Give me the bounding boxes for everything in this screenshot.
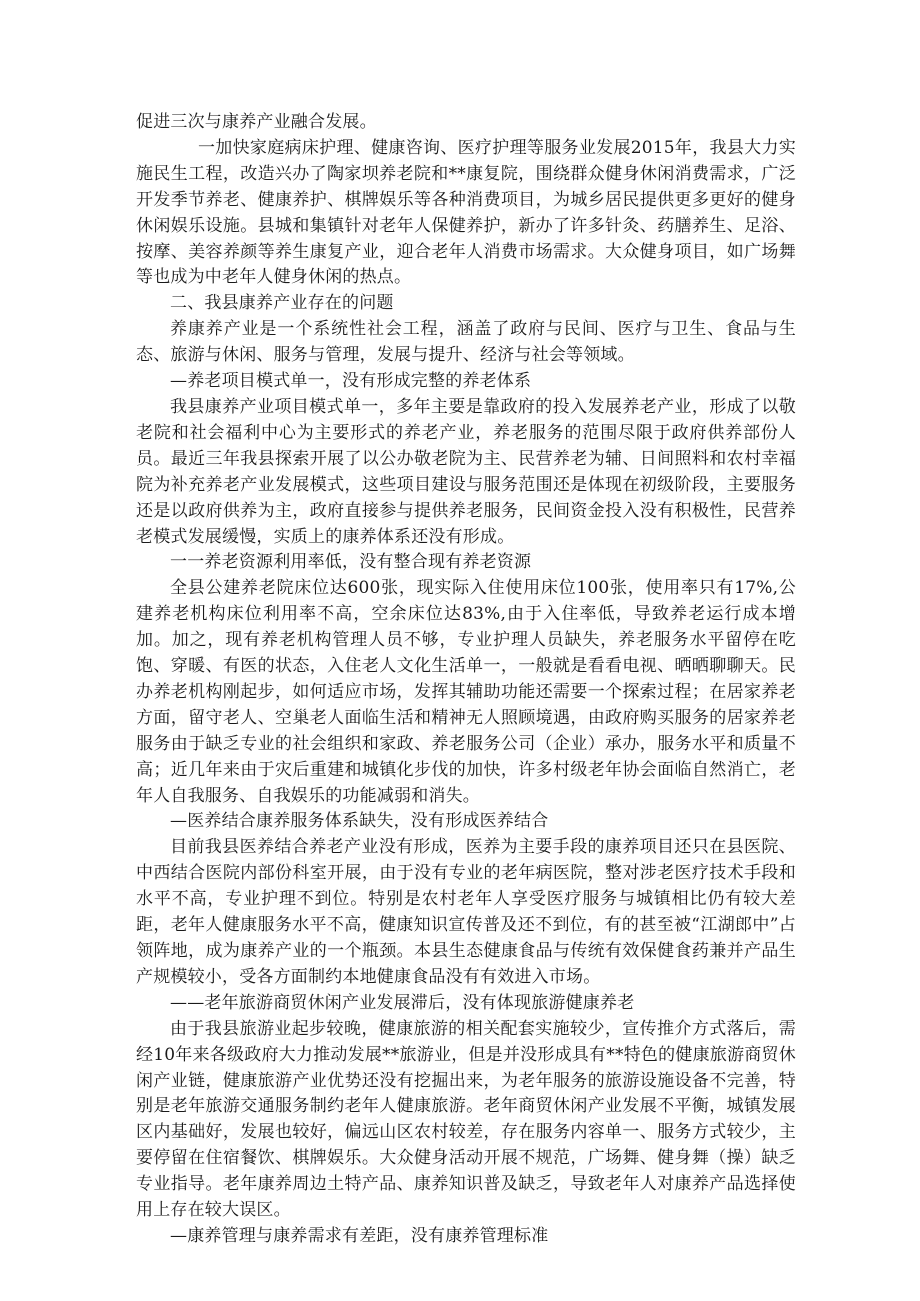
paragraph-tourism: 由于我县旅游业起步较晚，健康旅游的相关配套实施较少，宣传推介方式落后，需经10年来各级政府大力推动发展**旅游业，但是并没形成具有**特色的健康旅游商贸休闲产业链，健康旅游产业优势还没有挖掘出来，为老年服务的旅游设施设备不完善，特别是老年旅游交通服务制约老年人健康旅游。老年商贸休闲产业发展不平衡，城镇发展区内基础好，发展也较好，偏远山区农村较差，存在服务内容单一、服务方式较少，主要停留在住宿餐饮、棋牌娱乐。大众健身活动开展不规范，广场舞、健身舞（操）缺乏专业指导。老年康养周边土特产品、康养知识普及缺乏，导致老年人对康养产品选择使用上存在较大误区。 <box>136 1018 796 1221</box>
paragraph-intro-tail: 促进三次与康养产业融合发展。 <box>136 112 377 132</box>
paragraph-low-utilization: 全县公建养老院床位达600张，现实际入住使用床位100张，使用率只有17%,公建养老机构床位利用率不高，空余床位达83%,由于入住率低，导致养老运行成本增加。加之，现有养老机构管理人员不够，专业护理人员缺失，养老服务水平留停在吃饱、穿暖、有医的状态，入住老人文化生活单一，一般就是看看电视、晒晒聊聊天。民办养老机构刚起步，如何适应市场，发挥其辅助功能还需要一个探索过程；在居家养老方面，留守老人、空巢老人面临生活和精神无人照顾境遇，由政府购买服务的居家养老服务由于缺乏专业的社会组织和家政、养老服务公司（企业）承办，服务水平和质量不高；近几年来由于灾后重建和城镇化步伐的加快，许多村级老年协会面临自然消亡，老年人自我服务、自我娱乐的功能减弱和消失。 <box>136 578 796 806</box>
paragraph-industry-overview: 养康养产业是一个系统性社会工程，涵盖了政府与民间、医疗与卫生、食品与生态、旅游与休闲、服务与管理，发展与提升、经济与社会等领域。 <box>136 319 796 366</box>
paragraph-medical-care: 目前我县医养结合养老产业没有形成，医养为主要手段的康养项目还只在县医院、中西结合医院内部份科室开展，由于没有专业的老年病医院，整对涉老医疗技术手段和水平不高，专业护理不到位。特别是农村老年人享受医疗服务与城镇相比仍有较大差距，老年人健康服务水平不高，健康知识宣传普及还不到位，有的甚至被“江湖郎中”占领阵地，成为康养产业的一个瓶颈。本县生态健康食品与传统有效保健食药兼并产品生产规模较小，受各方面制约本地健康食品没有有效进入市场。 <box>136 837 796 987</box>
document-page <box>136 110 796 1250</box>
subheading-single-mode: —养老项目模式单一，没有形成完整的养老体系 <box>170 371 532 392</box>
subheading-low-utilization: 一一养老资源利用率低，没有整合现有养老资源 <box>170 552 532 573</box>
subheading-tourism: ——老年旅游商贸休闲产业发展滞后，没有体现旅游健康养老 <box>170 992 635 1013</box>
subheading-management: —康养管理与康养需求有差距，没有康养管理标准 <box>170 1225 549 1246</box>
section-heading-problems: 二、我县康养产业存在的问题 <box>170 293 394 314</box>
paragraph-home-care: 一加快家庭病床护理、健康咨询、医疗护理等服务业发展2015年，我县大力实施民生工程，改造兴办了陶家坝养老院和**康复院，围绕群众健身休闲消费需求，广泛开发季节养老、健康养护、棋牌娱乐等各种消费项目，为城乡居民提供更多更好的健身休闲娱乐设施。县城和集镇针对老年人保健养护，新办了许多针灸、药膳养生、足浴、按摩、美容养颜等养生康复产业，迎合老年人消费市场需求。大众健身项目，如广场舞等也成为中老年人健身休闲的热点。 <box>136 137 796 288</box>
subheading-medical-care: —医养结合康养服务体系缺失，没有形成医养结合 <box>170 811 549 832</box>
paragraph-single-mode: 我县康养产业项目模式单一，多年主要是靠政府的投入发展养老产业，形成了以敬老院和社会福利中心为主要形式的养老产业，养老服务的范围尽限于政府供养部份人员。最近三年我县探索开展了以公办敬老院为主、民营养老为辅、日间照料和农村幸福院为补充养老产业发展模式，这些项目建设与服务范围还是体现在初级阶段，主要服务还是以政府供养为主，政府直接参与提供养老服务，民间资金投入没有积极性，民营养老模式发展缓慢，实质上的康养体系还没有形成。 <box>136 396 796 547</box>
